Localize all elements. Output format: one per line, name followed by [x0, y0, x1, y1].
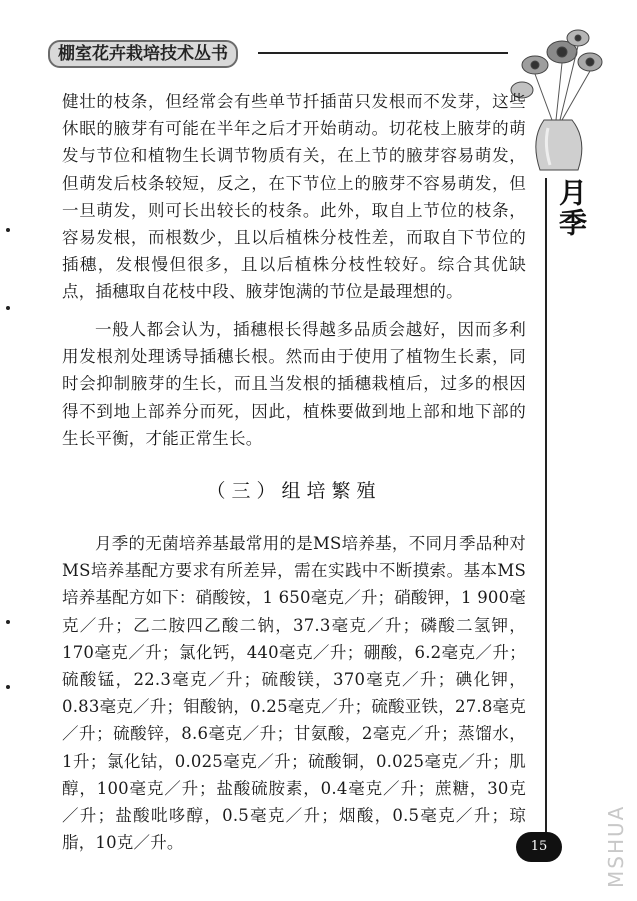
paragraph-text: 月季的无菌培养基最常用的是MS培养基，不同月季品种对MS培养基配方要求有所差异，需在实践中不断摸索。基本MS培养基配方如下：硝酸铵，1 650毫克／升；硝酸钾，1 900毫克／升；乙二胺四乙酸二钠，37.3毫克／升；磷酸二氢钾，170毫克／升；氯化钙，440毫克／升；硼酸，6.2毫克／升；硫酸锰，22.3毫克／升；硫酸镁，370毫克／升；碘化钾，0.83毫克／升；钼酸钠，0.25毫克／升；硫酸亚铁，27.8毫克／升；硫酸锌，8.6毫克／升；甘氨酸，2毫克／升；蒸馏水，1升；氯化钴，0.025毫克／升；硫酸铜，0.025毫克／升；肌醇，100毫克／升；盐酸硫胺素，0.4毫克／升；蔗糖，30克／升；盐酸吡哆醇，0.5毫克／升；烟酸，0.5毫克／升；琼脂，10克／升。: [62, 534, 526, 853]
series-title: 棚室花卉栽培技术丛书: [48, 40, 238, 68]
paragraph-text: 健壮的枝条，但经常会有些单节扦插苗只发根而不发芽，这些休眠的腋芽有可能在半年之后才开始萌动。切花枝上腋芽的萌发与节位和植物生长调节物质有关，在上节的腋芽容易萌发，但萌发后枝条较短，反之，在下节位上的腋芽不容易萌发，但一旦萌发，则可长出较长的枝条。此外，取自上节位的枝条，容易发根，而根数少，且以后植株分枝性差，而取自下节位的插穗，发根慢但很多，且以后植株分枝性较好。综合其优缺点，插穗取自花枝中段、腋芽饱满的节位是最理想的。: [62, 92, 526, 302]
margin-mark: [6, 306, 10, 310]
header-rule: [258, 52, 508, 54]
section-heading: （三）组培繁殖: [206, 480, 382, 502]
margin-mark: [6, 228, 10, 232]
margin-mark: [6, 685, 10, 689]
body-paragraph-1: [62, 88, 526, 306]
chapter-side-title: 月季: [555, 178, 588, 238]
margin-mark: [6, 620, 10, 624]
running-header: [48, 40, 508, 66]
side-rule: [545, 178, 547, 838]
watermark: MSHUA: [604, 804, 628, 888]
body-paragraph-2: [62, 316, 526, 452]
body-paragraph-3: [62, 530, 526, 856]
page-number: 15: [516, 832, 562, 862]
paragraph-text: 一般人都会认为，插穗根长得越多品质会越好，因而多利用发根剂处理诱导插穗长根。然而由于使用了植物生长素，同时会抑制腋芽的生长，而且当发根的插穗栽植后，过多的根因得不到地上部养分而死，因此，植株要做到地上部和地下部的生长平衡，才能正常生长。: [62, 320, 526, 448]
